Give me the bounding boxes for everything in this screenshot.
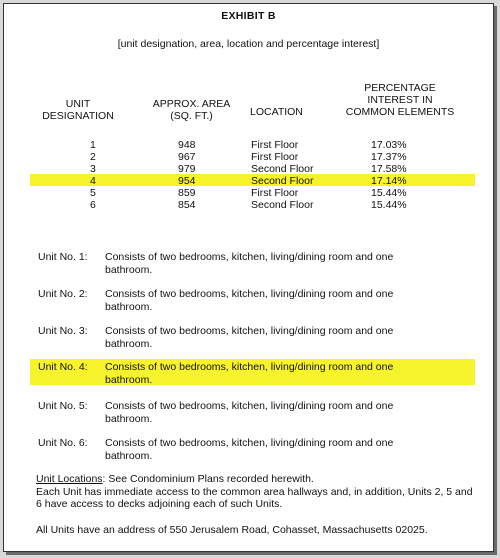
cell-area: 979 (178, 163, 196, 175)
unit-1-label: Unit No. 1: (38, 251, 88, 263)
header-percent-line3: COMMON ELEMENTS (345, 106, 455, 118)
header-location-line1: LOCATION (250, 106, 303, 118)
cell-unit: 4 (90, 175, 96, 187)
table-row (4, 187, 493, 199)
cell-percent: 17.03% (371, 139, 407, 151)
cell-area: 948 (178, 139, 196, 151)
cell-unit: 3 (90, 163, 96, 175)
exhibit-subtitle: [unit designation, area, location and percentage interest] (117, 38, 380, 50)
exhibit-title: EXHIBIT B (221, 10, 276, 22)
cell-percent: 15.44% (371, 187, 407, 199)
cell-percent: 17.58% (371, 163, 407, 175)
cell-location: Second Floor (251, 199, 314, 211)
header-percentage-interest (340, 82, 460, 118)
unit-5-label: Unit No. 5: (38, 400, 88, 412)
table-row-highlighted (4, 175, 493, 187)
cell-location: First Floor (251, 151, 299, 163)
cell-unit: 1 (90, 139, 96, 151)
unit-4-description: Consists of two bedrooms, kitchen, living/dining room and one bathroom. (105, 361, 394, 386)
cell-area: 967 (178, 151, 196, 163)
header-percent-line1: PERCENTAGE (364, 82, 436, 94)
table-row (4, 151, 493, 163)
cell-area: 854 (178, 199, 196, 211)
cell-unit: 2 (90, 151, 96, 163)
unit-5-description: Consists of two bedrooms, kitchen, living/dining room and one bathroom. (105, 400, 394, 425)
unit-locations-line2: Each Unit has immediate access to the common area hallways and, in addition, Units 2, 5 and 6 have access to decks adjoining each of such Units. (36, 485, 473, 510)
header-unit-line1: UNIT (65, 98, 91, 110)
unit-4-label: Unit No. 4: (38, 361, 88, 373)
header-percent-line2: INTEREST IN (367, 94, 433, 106)
table-row (4, 163, 493, 175)
unit-2-label: Unit No. 2: (38, 288, 88, 300)
cell-percent: 17.37% (371, 151, 407, 163)
header-area-line1: APPROX. AREA (152, 98, 231, 110)
address-note: All Units have an address of 550 Jerusalem Road, Cohasset, Massachusetts 02025. (36, 524, 428, 536)
cell-unit: 5 (90, 187, 96, 199)
cell-area: 954 (178, 175, 196, 187)
header-approx-area (144, 98, 239, 122)
cell-location: Second Floor (251, 163, 314, 175)
unit-locations-paragraph (36, 473, 476, 511)
header-unit-line2: DESIGNATION (42, 110, 114, 122)
header-area-line2: (SQ. FT.) (170, 110, 213, 122)
document-page (3, 3, 494, 552)
unit-1-description: Consists of two bedrooms, kitchen, living/dining room and one bathroom. (105, 251, 394, 276)
cell-location: Second Floor (251, 175, 314, 187)
cell-unit: 6 (90, 199, 96, 211)
unit-3-description: Consists of two bedrooms, kitchen, living/dining room and one bathroom. (105, 325, 394, 350)
unit-6-description: Consists of two bedrooms, kitchen, living/dining room and one bathroom. (105, 437, 394, 462)
cell-percent: 17.14% (371, 175, 407, 187)
cell-percent: 15.44% (371, 199, 407, 211)
unit-6-label: Unit No. 6: (38, 437, 88, 449)
header-unit-designation (38, 98, 118, 122)
table-row (4, 199, 493, 211)
unit-3-label: Unit No. 3: (38, 325, 88, 337)
unit-locations-line1: : See Condominium Plans recorded herewith. (102, 473, 314, 485)
unit-2-description: Consists of two bedrooms, kitchen, living/dining room and one bathroom. (105, 288, 394, 313)
unit-locations-heading: Unit Locations (36, 473, 103, 485)
cell-location: First Floor (251, 187, 299, 199)
table-row (4, 139, 493, 151)
cell-location: First Floor (251, 139, 299, 151)
cell-area: 859 (178, 187, 196, 199)
header-location (250, 106, 330, 118)
